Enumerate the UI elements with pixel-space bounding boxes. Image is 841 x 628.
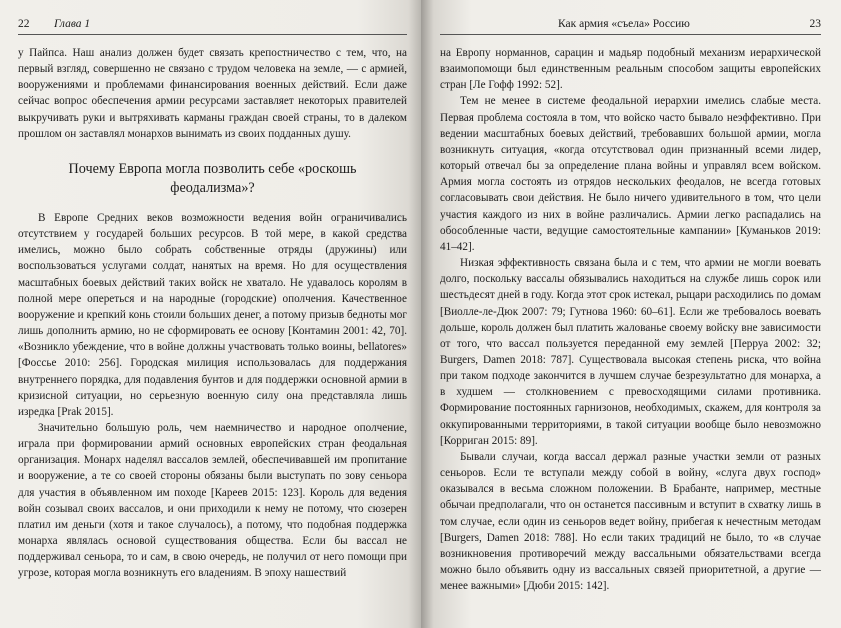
running-title-left: Глава 1: [54, 18, 91, 30]
left-body-text: [18, 45, 407, 582]
right-body-text: [440, 45, 821, 594]
paragraph: Значительно большую роль, чем наемничество и народное ополчение, играла при формировании армий основных европейских стран феодальная организация. Монарх наделял вассалов землей, обеспечивавшей им пропитание и вооружение, а те со своей стороны обязаны были выступать по зову сеньора для участия в объявленном им походе [Кареев 2015: 123]. Король для ведения войн созывал своих вассалов, и они приходили к нему не потому, что сюзерен платил им деньги (хотя и такое случалось), а потому, что подобная поддержка монарха являлась основой существования общества. Если бы вассал не поддерживал сеньора, то и сам, в свою очередь, не получил от него помощи при угрозе, которая могла возникнуть его владениям. В эпоху нашествий: [18, 421, 407, 580]
paragraph: у Пайпса. Наш анализ должен будет связать крепостничество с тем, что, на первый взгляд, совершенно не связано с трудом человека на земле, — с армией, вооружениями и проблемами финансирования военных действий. Если даже сейчас вопрос обеспечения армии ресурсами заставляет некоторых правителей выкручивать руки и вытряхивать карманы граждан своей страны, то в далеком прошлом он заставлял монархов вынимать из своих подданных душу.: [18, 47, 407, 140]
section-title: Почему Европа могла позволить себе «роскошь феодализма»?: [68, 160, 357, 196]
paragraph: Тем не менее в системе феодальной иерархии имелись слабые места. Первая проблема состояла в том, что войско часто бывало неэффективно. При ведении масштабных боевых действий, требовавших большой армии, могла возникнуть ситуация, «когда отсутствовал один признанный всеми лидер, который отвечал бы за определение плана войны и управлял всем войском. Армия могла состоять из отрядов нескольких феодалов, не всегда готовых согласовывать свои действия. Не было ничего удивительного в том, что цели участия каждого из них в войне различались. Армии легко распадались на обособленные части, ведущие самостоятельные кампании» [Куманьков 2019: 41–42].: [440, 95, 821, 253]
right-page: [421, 0, 841, 628]
page-number-left: 22: [18, 18, 30, 30]
page-number-right: 23: [809, 18, 821, 30]
paragraph: Бывали случаи, когда вассал держал разные участки земли от разных сеньоров. Если те вступали между собой в войну, «слуга двух господ» оказывался в весьма сложном положении. В Брабанте, например, местные обычаи предполагали, что он останется пассивным и вступит в схватку лишь в том случае, если один из сеньоров ведет войну, прибегая к нечестным методам [Burgers, Damen 2018: 788]. Но если таких традиций не было, то «в случае возникновения противоречий между вассальными обязательствами всегда можно было объявить одну из вассальных связей приоритетной, а другие — менее важными» [Дюби 2015: 142].: [440, 450, 821, 593]
running-head-right: [440, 16, 821, 35]
paragraph: на Европу норманнов, сарацин и мадьяр подобный механизм иерархической взаимопомощи был единственным реальным способом защиты европейских стран [Ле Гофф 1992: 52].: [440, 47, 821, 92]
paragraph: В Европе Средних веков возможности ведения войн ограничивались отсутствием у государей больших ресурсов. В той мере, в какой средства имелись, можно было собрать собственные отряды (дружины) или воспользоваться услугами солдат, нанятых на время. Но для осуществления масштабных боевых действий таких войск не хватало. Не удавалось королям в полной мере опереться и на народные (городские) ополчения. Качественное вооружение и крепкий конь стоили больших денег, а потому призыв бедноты мог лишь дополнить армию, но не сформировать ее основу [Контамин 2001: 42, 70]. «Возникло убеждение, что в войне должны участвовать только воины, bellatores» [Фоссье 2010: 256]. Городская милиция использовалась для поддержания внутреннего порядка, для подавления бунтов и для поддержки основной армии в кризисной ситуации, но серьезную военную силу она представляла лишь изредка [Prak 2015].: [18, 211, 407, 418]
running-head-left: [18, 16, 407, 35]
running-title-right: Как армия «съела» Россию: [558, 18, 690, 30]
paragraph: Низкая эффективность связана была и с тем, что армии не могли воевать долго, поскольку вассалы обязывались находиться на службе лишь сорок или шестьдесят дней в году. Когда этот срок истекал, рыцари расходились по домам [Виолле-ле-Дюк 2007: 79; Гутнова 1960: 60–61]. Если же требовалось воевать дольше, король должен был платить жалованье своему войску вне зависимости от того, что вассал пользуется переданной ему землей [Перруа 2002: 32; Burgers, Damen 2018: 787]. Существовала высокая степень риска, что война при таком подходе закончится в лучшем случае безрезультатно для монарха, а в худшем — столкновением с превосходящими силами противника. Формирование постоянных гарнизонов, необходимых, скажем, для контроля за оккупированными территориями, в такой ситуации вообще было невозможно [Корриган 2015: 89].: [440, 257, 821, 447]
